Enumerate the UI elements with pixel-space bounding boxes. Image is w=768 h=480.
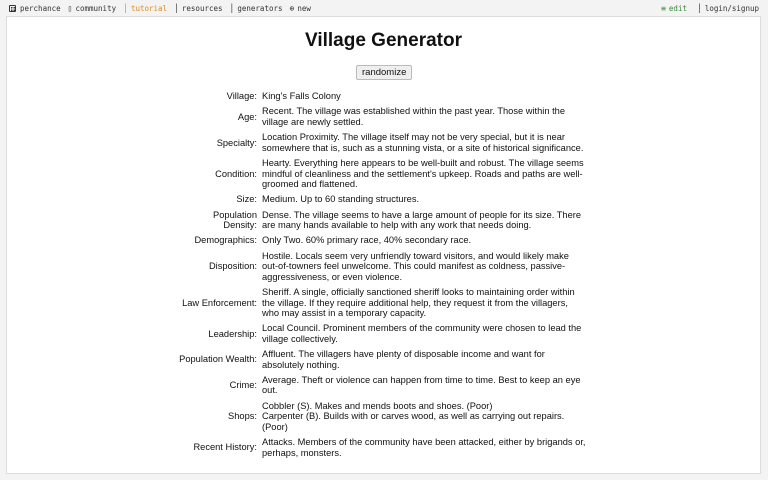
login-label: login/signup: [704, 3, 759, 13]
edit-icon: ≡: [661, 3, 666, 13]
table-row: [177, 398, 586, 434]
field-value: Recent. The village was established within the past year. Those within the village are newly settled.: [262, 106, 566, 128]
nav-generators[interactable]: [230, 4, 283, 13]
field-label: Crime:: [229, 380, 257, 391]
nav-community[interactable]: [68, 4, 116, 13]
table-row: [177, 248, 586, 284]
login-icon: │: [696, 3, 702, 13]
nav-resources-label: resources: [181, 3, 223, 13]
table-row: [177, 104, 586, 130]
table-row: [177, 435, 586, 461]
field-label: Population Wealth:: [179, 354, 257, 365]
field-value: Affluent. The villagers have plenty of disposable income and want for absolutely nothing.: [262, 349, 545, 370]
top-nav-bar: [0, 0, 768, 16]
table-row: [177, 89, 586, 104]
table-row: [177, 285, 586, 321]
edit-link[interactable]: [661, 4, 687, 13]
field-label: Size:: [236, 194, 257, 205]
generator-output-panel: [6, 16, 761, 474]
field-value: [262, 398, 586, 434]
page-title: Village Generator: [305, 30, 462, 51]
nav-tutorial-label: tutorial: [130, 3, 168, 13]
field-value: King's Falls Colony: [262, 91, 341, 102]
resources-icon: │: [174, 3, 179, 13]
table-row: [177, 192, 586, 207]
table-row: [177, 321, 586, 347]
field-label: Age:: [237, 111, 257, 122]
field-label: Specialty:: [216, 137, 257, 148]
randomize-button[interactable]: randomize: [356, 65, 412, 80]
field-label: Population Density:: [213, 209, 257, 231]
field-value: Location Proximity. The village itself may not be very special, but it is near somewhere that is, such as a stunning vista, or a site of historical significance.: [262, 132, 584, 153]
nav-new[interactable]: [290, 4, 311, 13]
field-value: Local Council. Prominent members of the community were chosen to lead the village collectively.: [262, 323, 582, 344]
table-row: [177, 130, 586, 156]
village-details-table: [177, 89, 586, 461]
generators-icon: │: [229, 3, 235, 13]
field-value: Medium. Up to 60 standing structures.: [262, 194, 420, 205]
field-value: Attacks. Members of the community have been attacked, either by brigands or, perhaps, monsters.: [262, 437, 586, 458]
field-label: Leadership:: [208, 328, 257, 339]
plus-circle-icon: ⊕: [289, 3, 295, 13]
login-link[interactable]: [697, 4, 759, 13]
field-value: Sheriff. A single, officially sanctioned sheriff looks to maintaining order within the village. If they require additional help, they request it from the villagers, who may assist in a temporary capacity.: [262, 286, 575, 319]
nav-tutorial[interactable]: [123, 4, 167, 13]
field-value: Average. Theft or violence can happen from time to time. Best to keep an eye out.: [262, 374, 581, 396]
field-value: Hearty. Everything here appears to be well-built and robust. The village seems mindful of cleanliness and the settlement's upkeep. Roads and paths are well-groomed and flattened.: [262, 158, 584, 190]
shop-entry: Carpenter (B). Builds with or carves wood, as well as carrying out repairs. (Poor): [262, 411, 565, 432]
nav-community-label: community: [75, 3, 117, 13]
nav-perchance-label: perchance: [20, 3, 61, 13]
edit-label: edit: [668, 3, 687, 13]
dice-icon: [9, 5, 16, 12]
field-label: Recent History:: [193, 442, 257, 453]
nav-generators-label: generators: [237, 3, 283, 13]
field-label: Disposition:: [208, 261, 257, 272]
table-row: [177, 156, 586, 192]
nav-new-label: new: [297, 3, 311, 13]
table-row: [177, 347, 586, 373]
table-row: [177, 233, 586, 248]
nav-perchance[interactable]: [9, 4, 61, 13]
table-row: [177, 207, 586, 233]
field-label: Law Enforcement:: [182, 297, 257, 308]
field-value: Dense. The village seems to have a large amount of people for its size. There are many hands available to help with any work that needs doing.: [262, 209, 582, 231]
community-icon: ▯: [67, 3, 73, 13]
shop-entry: Cobbler (S). Makes and mends boots and shoes. (Poor): [262, 400, 493, 411]
tutorial-icon: │: [123, 3, 128, 13]
field-value: Hostile. Locals seem very unfriendly toward visitors, and would likely make out-of-towners feel unwelcome. This could manifest as coldness, passive-aggressiveness, or even violence.: [262, 250, 569, 282]
field-label: Village:: [226, 91, 257, 102]
field-label: Shops:: [228, 411, 257, 422]
field-label: Condition:: [215, 168, 257, 179]
table-row: [177, 373, 586, 399]
field-value: Only Two. 60% primary race, 40% secondary race.: [262, 235, 472, 246]
nav-resources[interactable]: [174, 4, 222, 13]
field-label: Demographics:: [194, 235, 257, 246]
